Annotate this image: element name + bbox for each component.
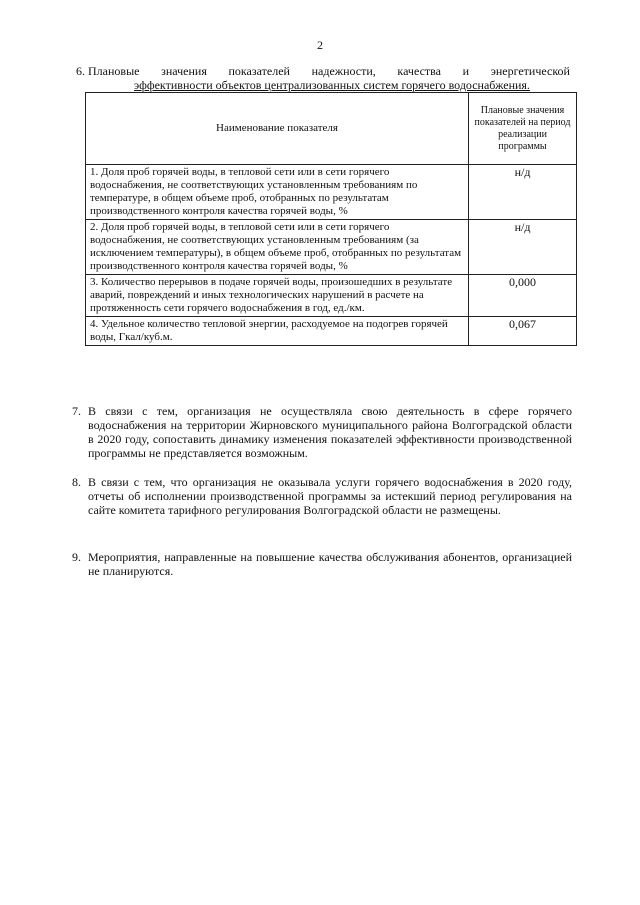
section-6-heading [76,64,570,92]
indicator-value: н/д [469,165,577,220]
table-row [86,220,577,275]
paragraph-8 [72,475,572,517]
indicator-name: 1. Доля проб горячей воды, в тепловой сети или в сети горячего водоснабжения, не соответствующих установленным требованиям по температуре, в общем объеме проб, отобранных по результатам производственного контроля качества горячей воды, % [86,165,469,220]
paragraph-number: 8. [72,475,81,489]
indicator-name: 2. Доля проб горячей воды, в тепловой сети или в сети горячего водоснабжения, не соответствующих установленным требованиям (за исключением температуры), в общем объеме проб, отобранных по результатам производственного контроля качества горячей воды, % [86,220,469,275]
heading-word: энергетической [490,64,570,78]
indicator-value: 0,000 [469,275,577,317]
header-planned-values: Плановые значения показателей на период реализации программы [469,93,577,165]
heading-word: качества [397,64,441,78]
paragraph-7 [72,404,572,460]
table-row [86,317,577,346]
heading-word: надежности, [311,64,376,78]
page-number: 2 [317,38,323,52]
heading-word: показателей [228,64,290,78]
paragraph-number: 7. [72,404,81,418]
indicator-value: 0,067 [469,317,577,346]
indicator-name: 4. Удельное количество тепловой энергии, расходуемое на подогрев горячей воды, Гкал/куб.м. [86,317,469,346]
heading-word: значения [161,64,207,78]
paragraph-number: 9. [72,550,81,564]
heading-word: 6. Плановые [76,64,140,78]
header-indicator-name: Наименование показателя [86,93,469,165]
section-6-heading-line1 [76,64,570,78]
table-row [86,165,577,220]
indicators-table [85,92,577,346]
table-header-row [86,93,577,165]
paragraph-9 [72,550,572,578]
paragraph-text: В связи с тем, что организация не оказывала услуги горячего водоснабжения в 2020 году, отчеты об исполнении производственной программы за истекший период регулирования на сайте комитета тарифного регулирования Волгоградской области не размещены. [88,475,572,517]
indicator-value: н/д [469,220,577,275]
paragraph-text: Мероприятия, направленные на повышение качества обслуживания абонентов, организацией не планируются. [88,550,572,578]
indicator-name: 3. Количество перерывов в подаче горячей воды, произошедших в результате аварий, повреждений и иных технологических нарушений в расчете на протяженность сети горячего водоснабжения в год, ед./км. [86,275,469,317]
section-6-heading-line2: эффективности объектов централизованных систем горячего водоснабжения. [134,78,530,92]
heading-word: и [462,64,470,78]
paragraph-text: В связи с тем, организация не осуществляла свою деятельность в сфере горячего водоснабжения на территории Жирновского муниципального района Волгоградской области в 2020 году, сопоставить динамику изменения показателей эффективности производственной программы не представляется возможным. [88,404,572,460]
table-row [86,275,577,317]
